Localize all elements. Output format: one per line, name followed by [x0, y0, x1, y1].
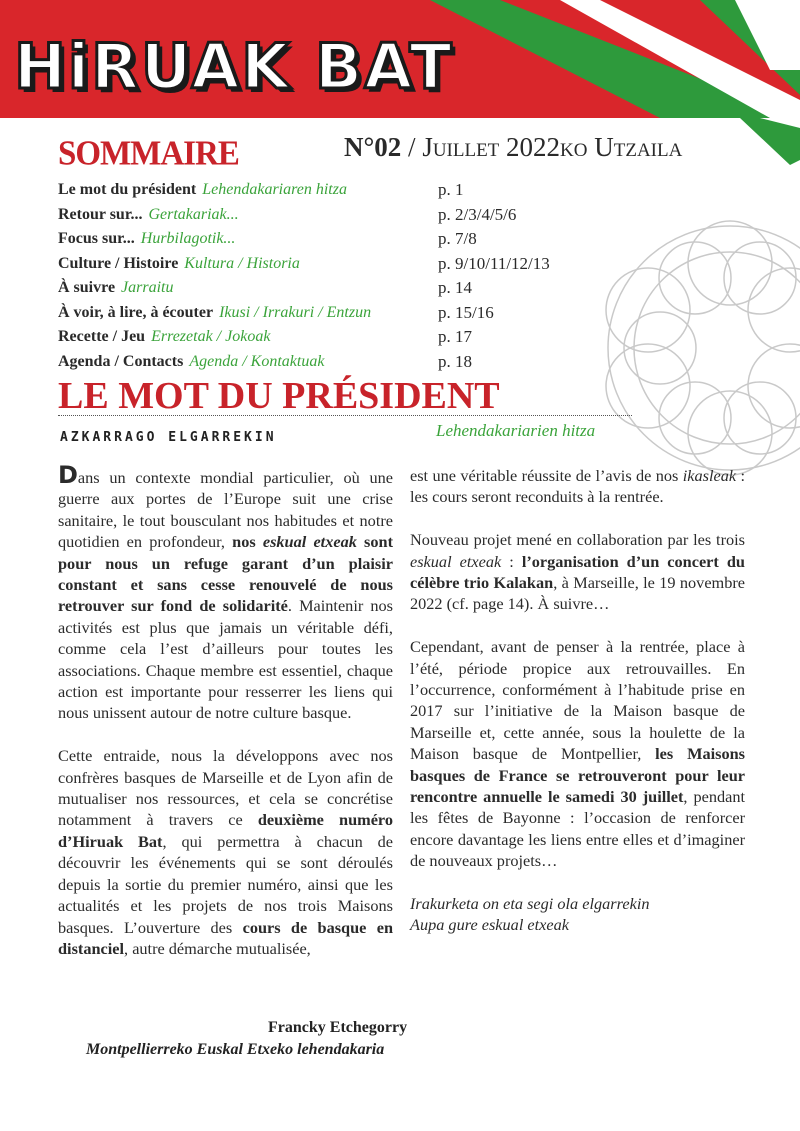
toc-item-page: p. 17 — [438, 327, 472, 346]
toc-item-fr: Retour sur... — [58, 205, 143, 223]
issue-info — [344, 132, 682, 163]
toc-item-fr: Recette / Jeu — [58, 328, 146, 345]
toc-item-fr: Culture / Histoire — [58, 254, 179, 272]
paragraph: est une véritable réussite de l’avis de nos ikasleak : les cours seront reconduits à la rentrée. — [410, 466, 745, 507]
issue-number: N°02 — [344, 132, 402, 162]
toc-item[interactable] — [58, 179, 618, 204]
toc-item-page: p. 9/10/11/12/13 — [438, 253, 550, 273]
toc-item[interactable] — [58, 302, 618, 327]
toc-item-eu: Kultura / Historia — [184, 254, 300, 272]
toc-item-eu: Hurbilagotik... — [140, 230, 236, 247]
closing-lines — [410, 893, 745, 936]
issue-date: Juillet 2022ko Utzaila — [422, 132, 683, 162]
toc-item-fr: Le mot du président — [58, 181, 197, 198]
title-divider — [58, 415, 632, 416]
table-of-contents — [58, 179, 618, 375]
toc-item-page: p. 7/8 — [438, 229, 477, 248]
toc-item-page: p. 15/16 — [438, 302, 494, 322]
issue-separator: / — [408, 132, 416, 162]
toc-item[interactable] — [58, 351, 618, 376]
toc-item-fr: À suivre — [58, 279, 116, 296]
toc-item[interactable] — [58, 326, 618, 351]
toc-item-eu: Jarraitu — [121, 279, 174, 296]
rosette-ornament-icon — [600, 218, 800, 478]
paragraph: Cette entraide, nous la développons avec nos confrères basques de Marseille et de Lyon afin de mutualiser nos ressources, et cela se concrétise notamment à travers ce deuxième numéro d’Hiruak Bat, qui permettra à chacun de découvrir les événements qui se sont déroulés depuis la sortie du premier numéro, ainsi que les actualités et les projets de nos trois Maisons basques. L’ouverture des cours de basque en distanciel, autre démarche mutualisée, — [58, 746, 394, 958]
dropcap: D — [58, 461, 78, 489]
article-title: LE MOT DU PRÉSIDENT — [58, 375, 500, 417]
article-kicker: AZKARRAGO ELGARREKIN — [60, 430, 277, 445]
article-column-left — [58, 461, 394, 981]
toc-item-eu: Lehendakariaren hitza — [202, 181, 347, 198]
toc-item[interactable] — [58, 204, 618, 229]
closing-line-2: Aupa gure eskual etxeak — [410, 915, 569, 935]
signature-role: Montpellierreko Euskal Etxeko lehendakaria — [86, 1041, 385, 1058]
paragraph: Cependant, avant de penser à la rentrée, place à l’été, période propice aux retrouvailles. En l’occurrence, conformément à l’habitude prise en 2017 sur l’initiative de la Maison basque de Marseille et, cette année, sous la houlette de la Maison basque de Montpellier, les Maisons basques de France se retrouveront pour leur rencontre annuelle le samedi 30 juillet, pendant les fêtes de Bayonne : l’occasion de renforcer encore davantage les liens entre elles et d’imaginer de nouveaux projets… — [410, 637, 745, 871]
toc-item[interactable] — [58, 277, 618, 302]
toc-item-eu: Errezetak / Jokoak — [151, 328, 271, 345]
masthead-title: HiRUAK BAT — [14, 30, 454, 103]
signature-name: Francky Etchegorry — [268, 1019, 408, 1036]
article-column-right — [410, 465, 745, 936]
toc-item[interactable] — [58, 253, 618, 278]
toc-item-page: p. 2/3/4/5/6 — [438, 204, 517, 224]
toc-item-page: p. 18 — [438, 351, 472, 371]
closing-line-1: Irakurketa on eta segi ola elgarrekin — [410, 894, 650, 914]
sommaire-heading: SOMMAIRE — [58, 135, 239, 173]
toc-item[interactable] — [58, 228, 618, 253]
paragraph: Dans un contexte mondial particulier, où une guerre aux portes de l’Europe suit une crise sanitaire, le tout bousculant nos habitudes et notre quotidien en profondeur, nos eskual etxeak sont pour nous un refuge garant d’un plaisir constant et sans cesse renouvelé de nous retrouver sur fond de solidarité. Maintenir nos activités est plus que jamais un véritable défi, comme cela l’est d’ailleurs pour toutes les associations. Chaque membre est essentiel, chaque action est importante pour resserrer les liens qui nous unissent autour de notre culture basque. — [58, 461, 393, 723]
article-subtitle-eu: Lehendakariarien hitza — [436, 421, 596, 440]
toc-item-fr: À voir, à lire, à écouter — [58, 303, 214, 321]
toc-item-eu: Agenda / Kontaktuak — [189, 352, 325, 370]
paragraph: Nouveau projet mené en collaboration par les trois eskual etxeak : l’organisation d’un concert du célèbre trio Kalakan, à Marseille, le 19 novembre 2022 (cf. page 14). À suivre… — [410, 530, 745, 614]
toc-item-page: p. 1 — [438, 180, 464, 199]
toc-item-eu: Ikusi / Irrakuri / Entzun — [219, 303, 372, 321]
toc-item-eu: Gertakariak... — [148, 205, 239, 223]
toc-item-fr: Agenda / Contacts — [58, 352, 184, 370]
toc-item-fr: Focus sur... — [58, 230, 135, 247]
toc-item-page: p. 14 — [438, 278, 472, 297]
